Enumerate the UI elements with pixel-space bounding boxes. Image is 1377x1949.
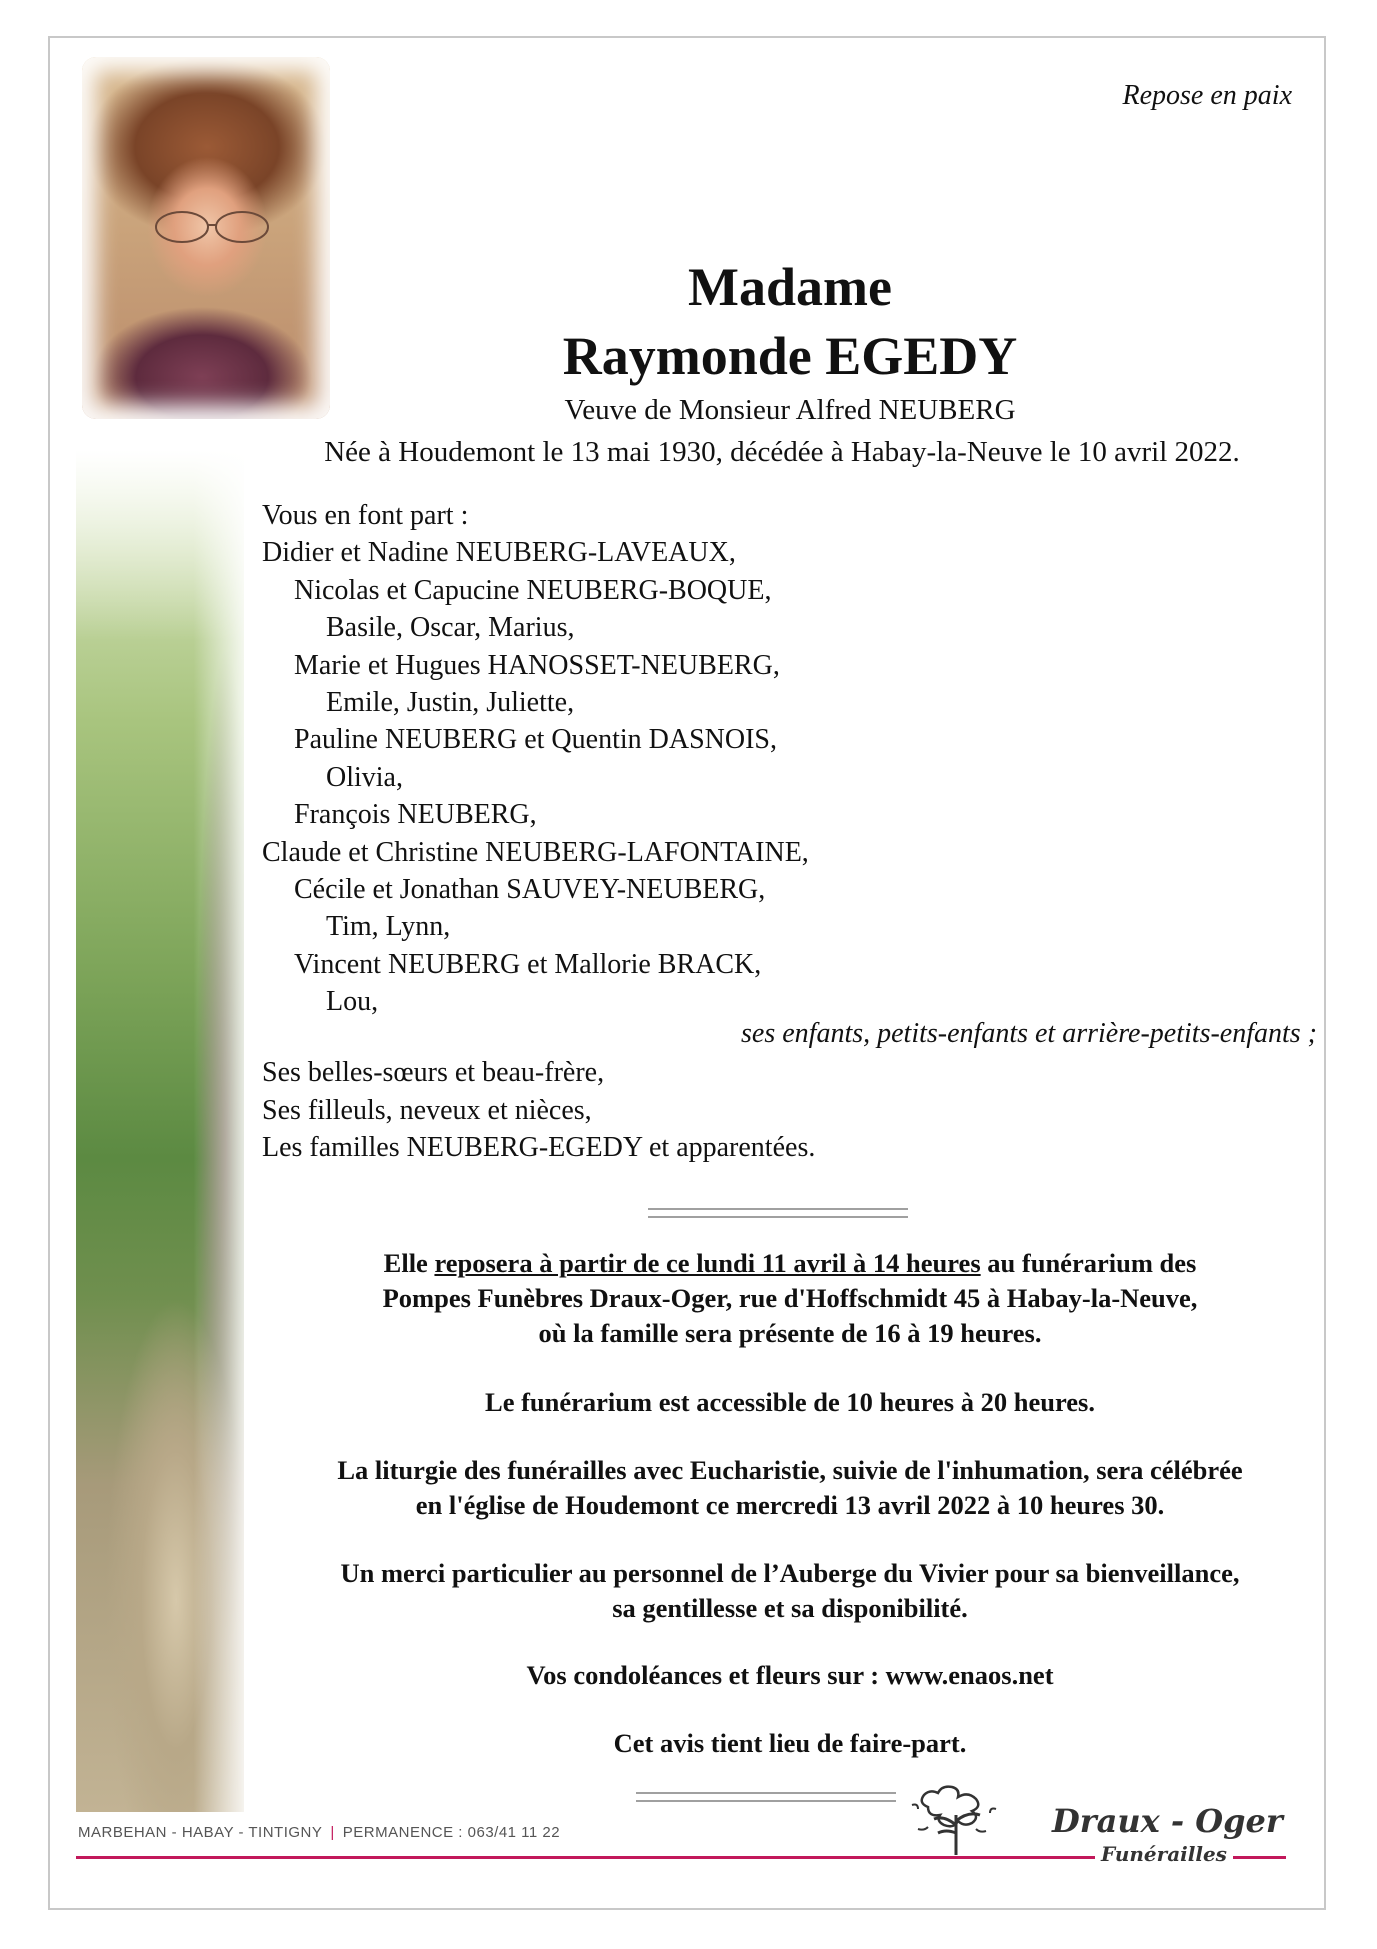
footer-permanence: PERMANENCE : 063/41 11 22: [342, 1824, 561, 1841]
family-line: Pauline NEUBERG et Quentin DASNOIS,: [294, 724, 777, 756]
footer-contact: [78, 1824, 560, 1841]
relation-line: ses enfants, petits-enfants et arrière-petits-enfants ;: [741, 1018, 1317, 1049]
divider: [648, 1208, 908, 1218]
family-line: Nicolas et Capucine NEUBERG-BOQUE,: [294, 574, 772, 606]
visitation-line-1: [250, 1246, 1330, 1281]
family-line: Vincent NEUBERG et Mallorie BRACK,: [294, 948, 762, 980]
family-line: Basile, Oscar, Marius,: [326, 612, 575, 644]
visitation-underlined: reposera à partir de ce lundi 11 avril à 14 heures: [434, 1248, 981, 1278]
family-intro: Vous en font part :: [262, 500, 469, 531]
thanks-line-2: sa gentillesse et sa disponibilité.: [612, 1593, 968, 1623]
condolences-line: Vos condoléances et fleurs sur : www.enaos.net: [526, 1660, 1054, 1690]
liturgy-line-1: La liturgie des funérailles avec Eucharistie, suivie de l'inhumation, sera célébrée: [337, 1455, 1243, 1485]
footer-locations: MARBEHAN - HABAY - TINTIGNY: [78, 1824, 323, 1841]
family-list: [262, 497, 809, 1021]
tree-logo-icon: [908, 1785, 1004, 1857]
repose-en-paix: Repose en paix: [1122, 80, 1292, 111]
logo-subtitle: Funérailles: [1095, 1842, 1233, 1866]
spouse-line: Veuve de Monsieur Alfred NEUBERG: [564, 394, 1016, 426]
family-line: Tim, Lynn,: [326, 911, 451, 943]
family-line: Didier et Nadine NEUBERG-LAVEAUX,: [262, 537, 736, 569]
visitation-pre: Elle: [383, 1248, 435, 1278]
visitation-line-3: où la famille sera présente de 16 à 19 heures.: [538, 1318, 1042, 1348]
other-family-list: [262, 1054, 815, 1167]
glasses-icon: [152, 207, 272, 247]
divider: [636, 1792, 896, 1802]
family-line: Lou,: [326, 986, 379, 1018]
family-line: Claude et Christine NEUBERG-LAFONTAINE,: [262, 836, 809, 868]
family-line: Ses filleuls, neveux et nièces,: [262, 1094, 592, 1126]
family-line: Emile, Justin, Juliette,: [326, 687, 575, 719]
deceased-name: Raymonde EGEDY: [562, 326, 1018, 386]
visitation-post: au funérarium des: [980, 1248, 1197, 1278]
family-line: Olivia,: [326, 761, 403, 793]
liturgy-paragraph: [250, 1453, 1330, 1523]
family-line: François NEUBERG,: [294, 799, 537, 831]
family-line: Marie et Hugues HANOSSET-NEUBERG,: [294, 649, 780, 681]
family-line: Les familles NEUBERG-EGEDY et apparentées.: [262, 1132, 816, 1163]
family-line: Cécile et Jonathan SAUVEY-NEUBERG,: [294, 874, 766, 906]
thanks-paragraph: [250, 1556, 1330, 1626]
deceased-title: Madame: [688, 257, 892, 317]
thanks-line-1: Un merci particulier au personnel de l’Auberge du Vivier pour sa bienveillance,: [340, 1558, 1240, 1588]
liturgy-line-2: en l'église de Houdemont ce mercredi 13 avril 2022 à 10 heures 30.: [415, 1490, 1165, 1520]
logo-wordmark: Draux - Oger: [1052, 1802, 1283, 1840]
forest-path-image: [76, 450, 244, 1812]
visitation-line-2: Pompes Funèbres Draux-Oger, rue d'Hoffschmidt 45 à Habay-la-Neuve,: [382, 1283, 1198, 1313]
visitation-paragraph: [250, 1246, 1330, 1351]
dates-line: Née à Houdemont le 13 mai 1930, décédée à Habay-la-Neuve le 10 avril 2022.: [324, 436, 1240, 468]
family-line: Ses belles-sœurs et beau-frère,: [262, 1057, 605, 1088]
faire-part-line: Cet avis tient lieu de faire-part.: [613, 1728, 967, 1758]
funerarium-hours: Le funérarium est accessible de 10 heures à 20 heures.: [485, 1387, 1095, 1417]
footer-separator: |: [330, 1824, 335, 1841]
